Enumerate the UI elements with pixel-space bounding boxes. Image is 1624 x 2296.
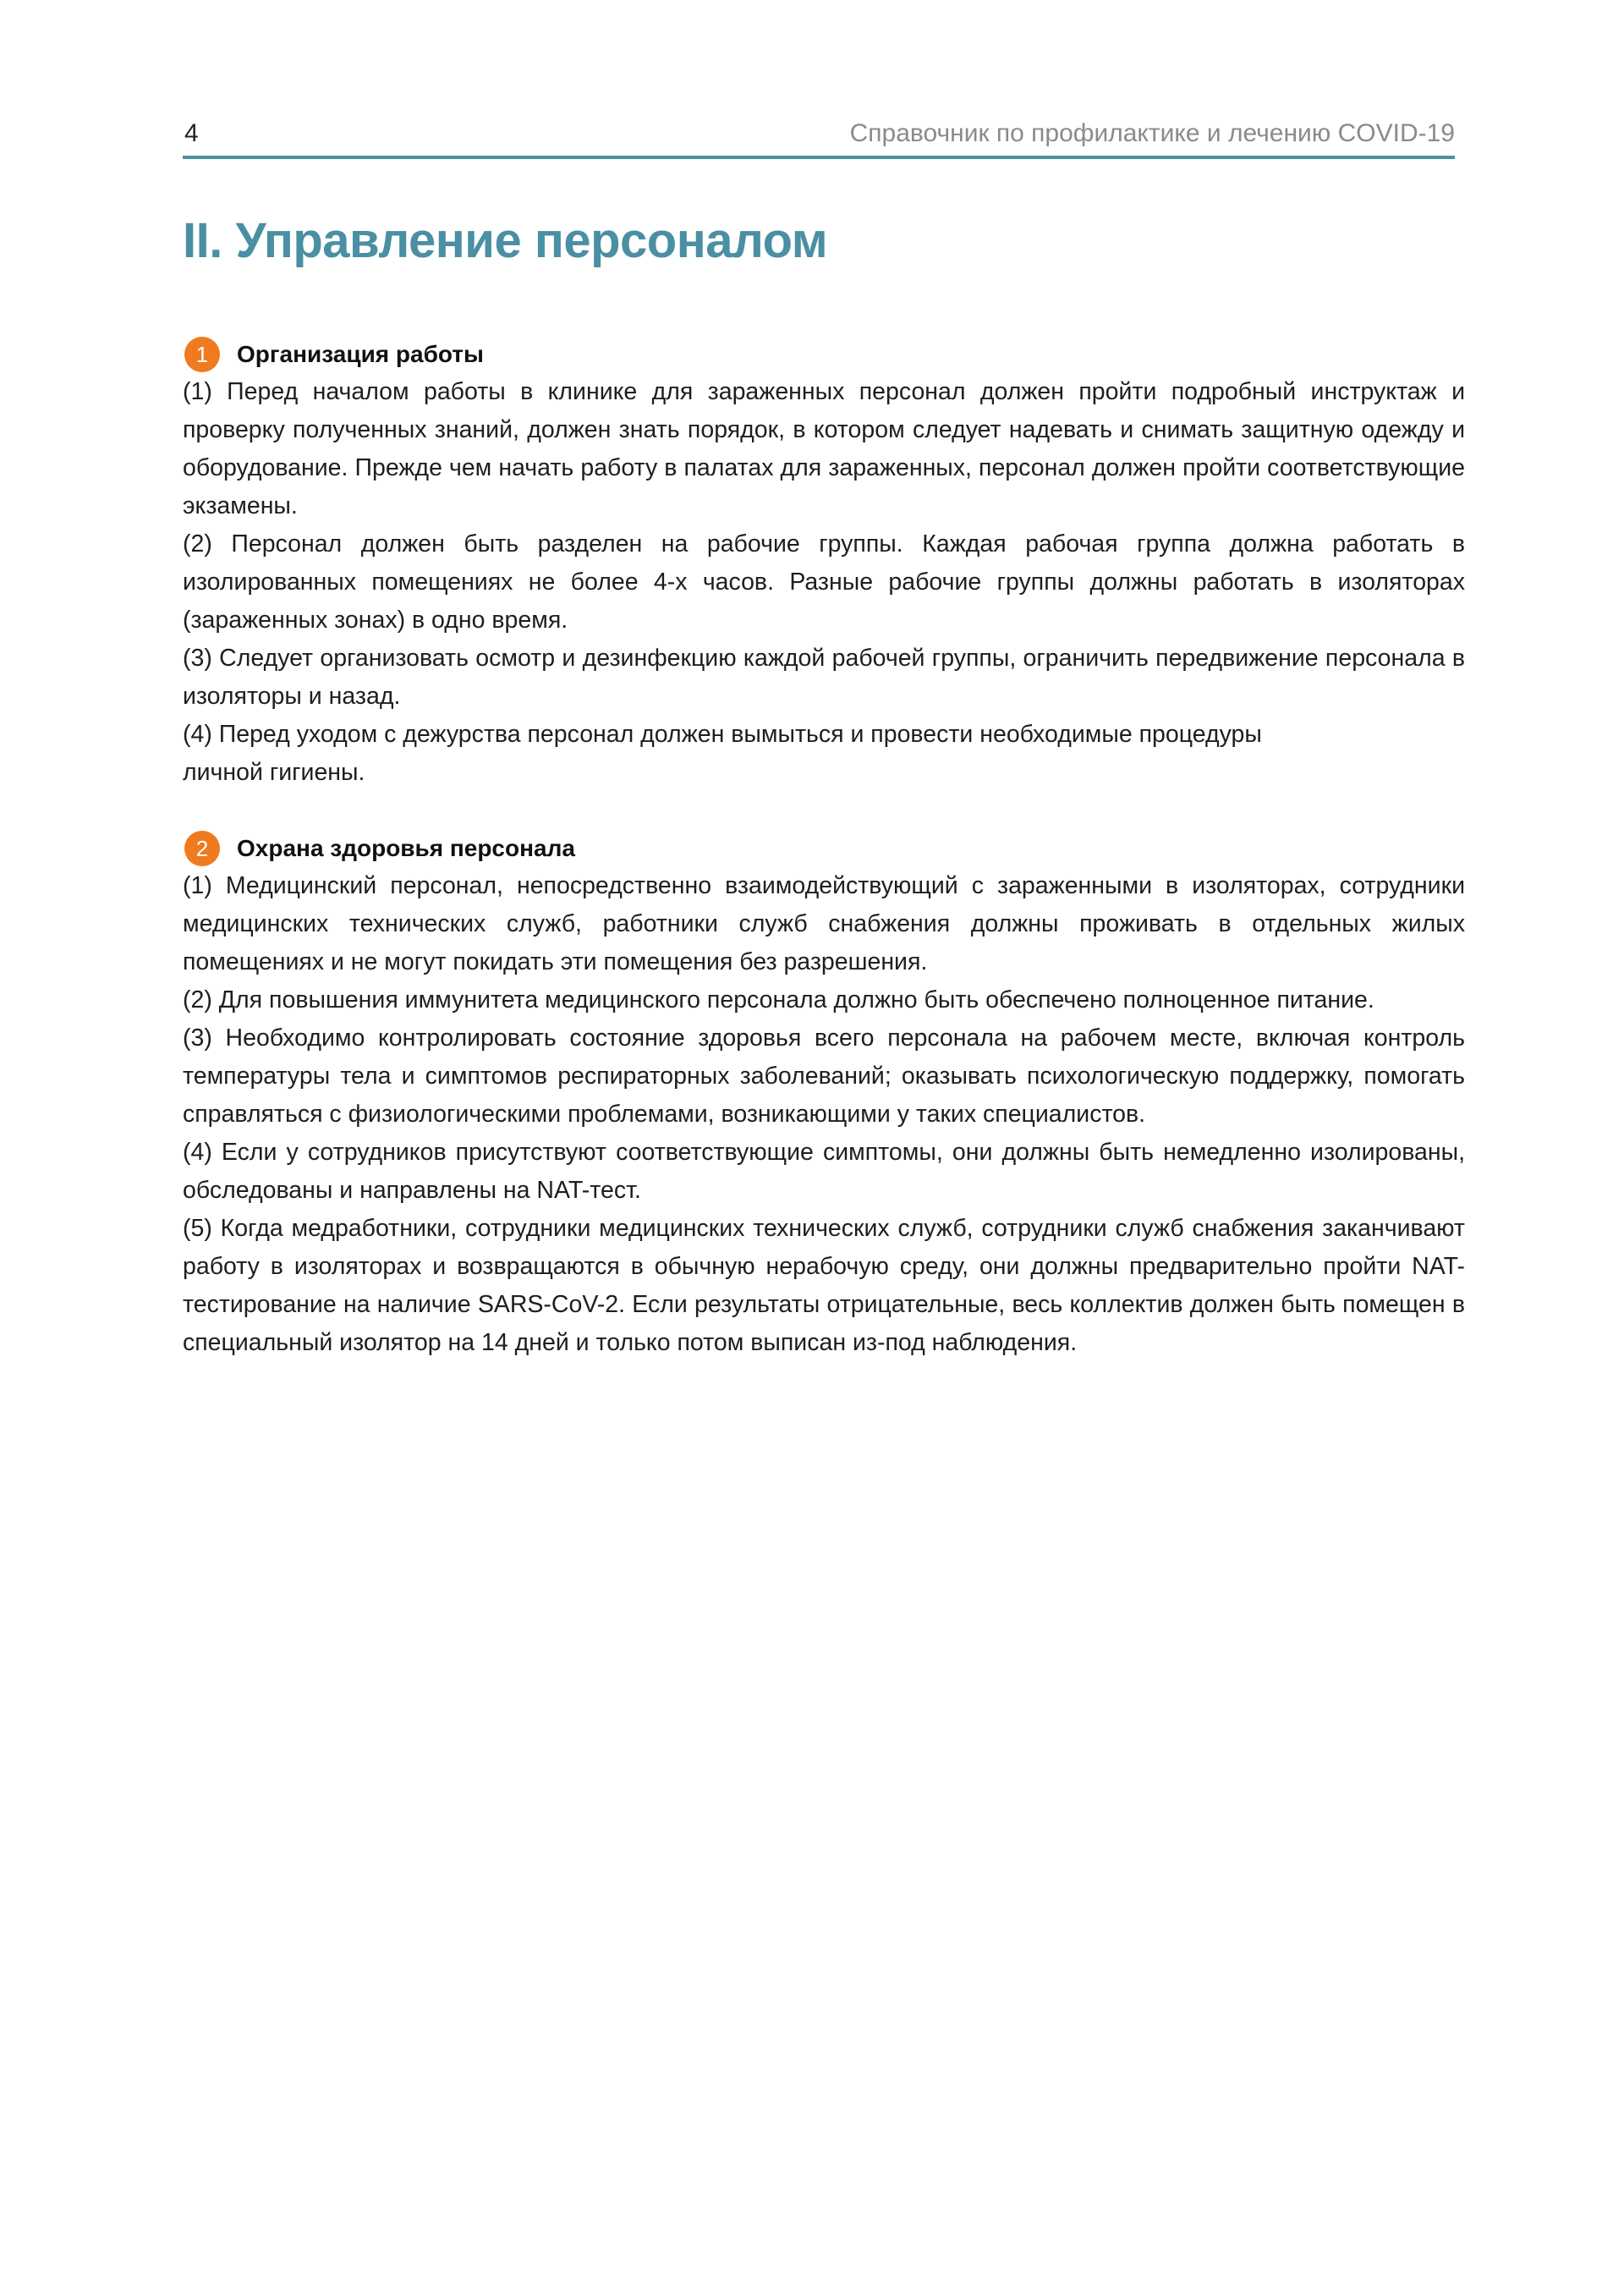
subsection-heading — [183, 829, 1468, 867]
paragraph: (4) Перед уходом с дежурства персонал должен вымыться и провести необходимые процедуры личной гигиены. — [183, 721, 1262, 786]
paragraph: (1) Перед началом работы в клинике для зараженных персонал должен пройти подробный инструктаж и проверку полученных знаний, должен знать порядок, в котором следует надевать и снимать защитную одежду и оборудование. Прежде чем начать работу в палатах для зараженных, персонал должен пройти соответствующие экзамены. — [183, 378, 1465, 519]
paragraph: (4) Если у сотрудников присутствуют соответствующие симптомы, они должны быть немедленно изолированы, обследованы и направлены на NAT-тест. — [183, 1139, 1465, 1204]
subsection-title: Организация работы — [237, 341, 484, 367]
subsection-staff-health — [183, 829, 1468, 1362]
running-title: Справочник по профилактике и лечению COVID-19 — [849, 119, 1455, 147]
running-header — [183, 118, 1455, 159]
paragraph: (2) Для повышения иммунитета медицинского персонала должно быть обеспечено полноценное питание. — [183, 986, 1374, 1013]
subsection-heading — [183, 335, 1468, 373]
number-badge: 1 — [184, 337, 220, 372]
subsection-work-organization — [183, 335, 1468, 792]
number-badge: 2 — [184, 831, 220, 866]
page-number: 4 — [184, 119, 199, 147]
paragraph: (3) Необходимо контролировать состояние здоровья всего персонала на рабочем месте, включая контроль температуры тела и симптомов респираторных заболеваний; оказывать психологическую поддержку, помогать справляться с физиологическими проблемами, возникающими у таких специалистов. — [183, 1024, 1465, 1128]
section-title: II. Управление персоналом — [183, 213, 828, 268]
paragraph: (2) Персонал должен быть разделен на рабочие группы. Каждая рабочая группа должна работать в изолированных помещениях не более 4-х часов. Разные рабочие группы должны работать в изоляторах (зараженных зонах) в одно время. — [183, 530, 1465, 634]
paragraph: (1) Медицинский персонал, непосредственно взаимодействующий с зараженными в изоляторах, сотрудники медицинских технических служб, работники служб снабжения должны проживать в отдельных жилых помещениях и не могут покидать эти помещения без разрешения. — [183, 872, 1465, 975]
subsection-title: Охрана здоровья персонала — [237, 835, 575, 861]
paragraph: (5) Когда медработники, сотрудники медицинских технических служб, сотрудники служб снабжения заканчивают работу в изоляторах и возвращаются в обычную нерабочую среду, они должны предварительно пройти NAT-тестирование на наличие SARS-CoV-2. Если результаты отрицательные, весь коллектив должен быть помещен в специальный изолятор на 14 дней и только потом выписан из-под наблюдения. — [183, 1215, 1465, 1356]
paragraph: (3) Следует организовать осмотр и дезинфекцию каждой рабочей группы, ограничить передвижение персонала в изоляторы и назад. — [183, 645, 1465, 710]
